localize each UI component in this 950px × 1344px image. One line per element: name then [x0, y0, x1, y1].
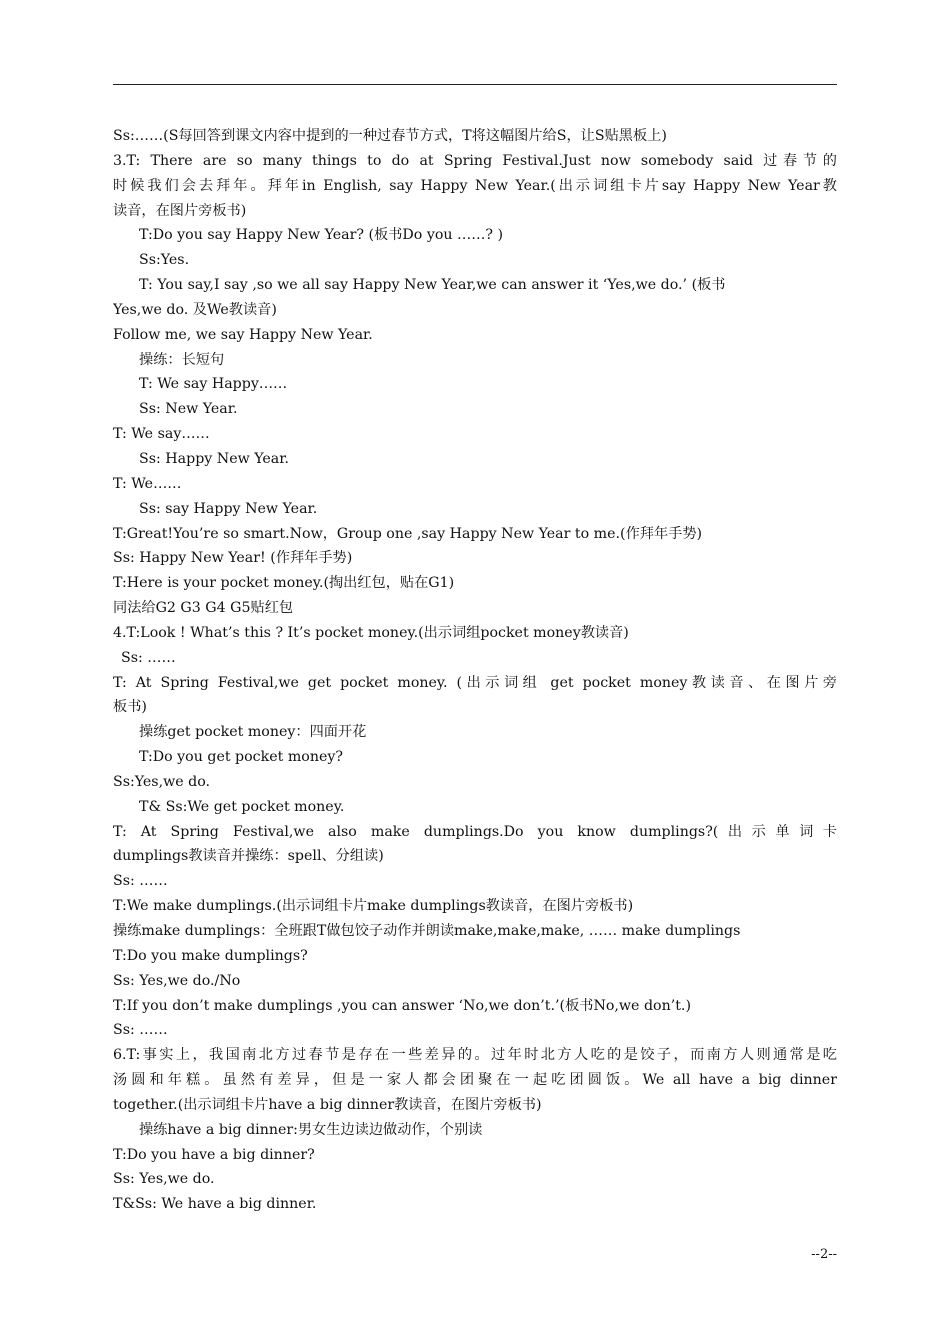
text-line: 时候我们会去拜年。拜年in English, say Happy New Year.(出示词组卡片say Happy New Year教: [113, 177, 837, 194]
text-line: Ss:Yes,we do.: [113, 773, 211, 790]
page-number: --2--: [811, 1247, 837, 1262]
text-line: Ss: New Year.: [139, 401, 238, 418]
text-line: 操练：长短句: [139, 351, 225, 368]
text-line: 板书): [113, 699, 147, 716]
text-line: T: At Spring Festival,we get pocket money. (出示词组 get pocket money教读音、在图片旁: [113, 674, 837, 691]
text-line: T: At Spring Festival,we also make dumplings.Do you know dumplings?(出示单词卡: [113, 823, 837, 840]
text-line: Ss: Yes,we do.: [113, 1171, 215, 1188]
text-line: T: You say,I say ,so we all say Happy New Year,we can answer it ‘Yes,we do.’ (板书: [139, 277, 726, 294]
text-line: 读音，在图片旁板书): [113, 202, 247, 219]
text-line: T: We say Happy……: [139, 376, 288, 393]
text-line: T:Do you get pocket money?: [139, 749, 343, 766]
text-line: T&Ss: We have a big dinner.: [113, 1196, 317, 1213]
text-line: T:Great!You’re so smart.Now，Group one ,say Happy New Year to me.(作拜年手势): [113, 525, 703, 542]
header-rule: [113, 84, 837, 85]
text-line: T:Do you make dumplings?: [113, 947, 308, 964]
text-line: 3.T: There are so many things to do at Spring Festival.Just now somebody said 过春节的: [113, 152, 837, 169]
text-line: T:Do you say Happy New Year? (板书Do you ……? ): [139, 227, 504, 244]
text-line: Ss: say Happy New Year.: [139, 500, 318, 517]
text-line: 操练have a big dinner:男女生边读边做动作，个别读: [139, 1121, 483, 1138]
text-line: T& Ss:We get pocket money.: [139, 798, 345, 815]
text-line: Ss: ……: [113, 873, 168, 890]
text-line: 汤圆和年糕。虽然有差异，但是一家人都会团聚在一起吃团圆饭。We all have a big dinner: [113, 1072, 837, 1089]
text-line: Ss: ……: [113, 1022, 168, 1039]
text-line: Ss:Yes.: [139, 252, 190, 269]
text-line: T:We make dumplings.(出示词组卡片make dumplings教读音，在图片旁板书): [113, 898, 634, 915]
text-line: together.(出示词组卡片have a big dinner教读音，在图片旁板书): [113, 1096, 542, 1113]
text-line: 6.T:事实上，我国南北方过春节是存在一些差异的。过年时北方人吃的是饺子，而南方人则通常是吃: [113, 1047, 837, 1064]
lesson-body: [113, 124, 837, 1217]
text-line: Ss: Yes,we do./No: [113, 972, 241, 989]
text-line: 操练make dumplings：全班跟T做包饺子动作并朗读make,make,make, …… make dumplings: [113, 923, 741, 939]
text-line: dumplings教读音并操练：spell、分组读): [113, 848, 384, 865]
text-line: Ss: Happy New Year.: [139, 450, 289, 467]
text-line: Ss: Happy New Year! (作拜年手势): [113, 550, 353, 567]
text-line: 同法给G2 G3 G4 G5贴红包: [113, 600, 294, 617]
text-line: Yes,we do. 及We教读音): [113, 301, 277, 318]
text-line: T: We……: [113, 475, 182, 492]
text-line: Ss:……(S每回答到课文内容中提到的一种过春节方式，T将这幅图片给S，让S贴黑板上): [113, 128, 667, 144]
text-line: 4.T:Look ! What’s this ? It’s pocket money.(出示词组pocket money教读音): [113, 624, 629, 641]
text-line: T:Do you have a big dinner?: [113, 1146, 315, 1163]
text-line: T:If you don’t make dumplings ,you can answer ‘No,we don’t.’(板书No,we don’t.): [113, 997, 691, 1014]
text-line: Follow me, we say Happy New Year.: [113, 326, 373, 343]
text-line: Ss: ……: [121, 649, 176, 666]
text-line: 操练get pocket money：四面开花: [139, 724, 367, 741]
text-line: T:Here is your pocket money.(掏出红包，贴在G1): [113, 575, 455, 592]
text-line: T: We say……: [113, 426, 210, 443]
